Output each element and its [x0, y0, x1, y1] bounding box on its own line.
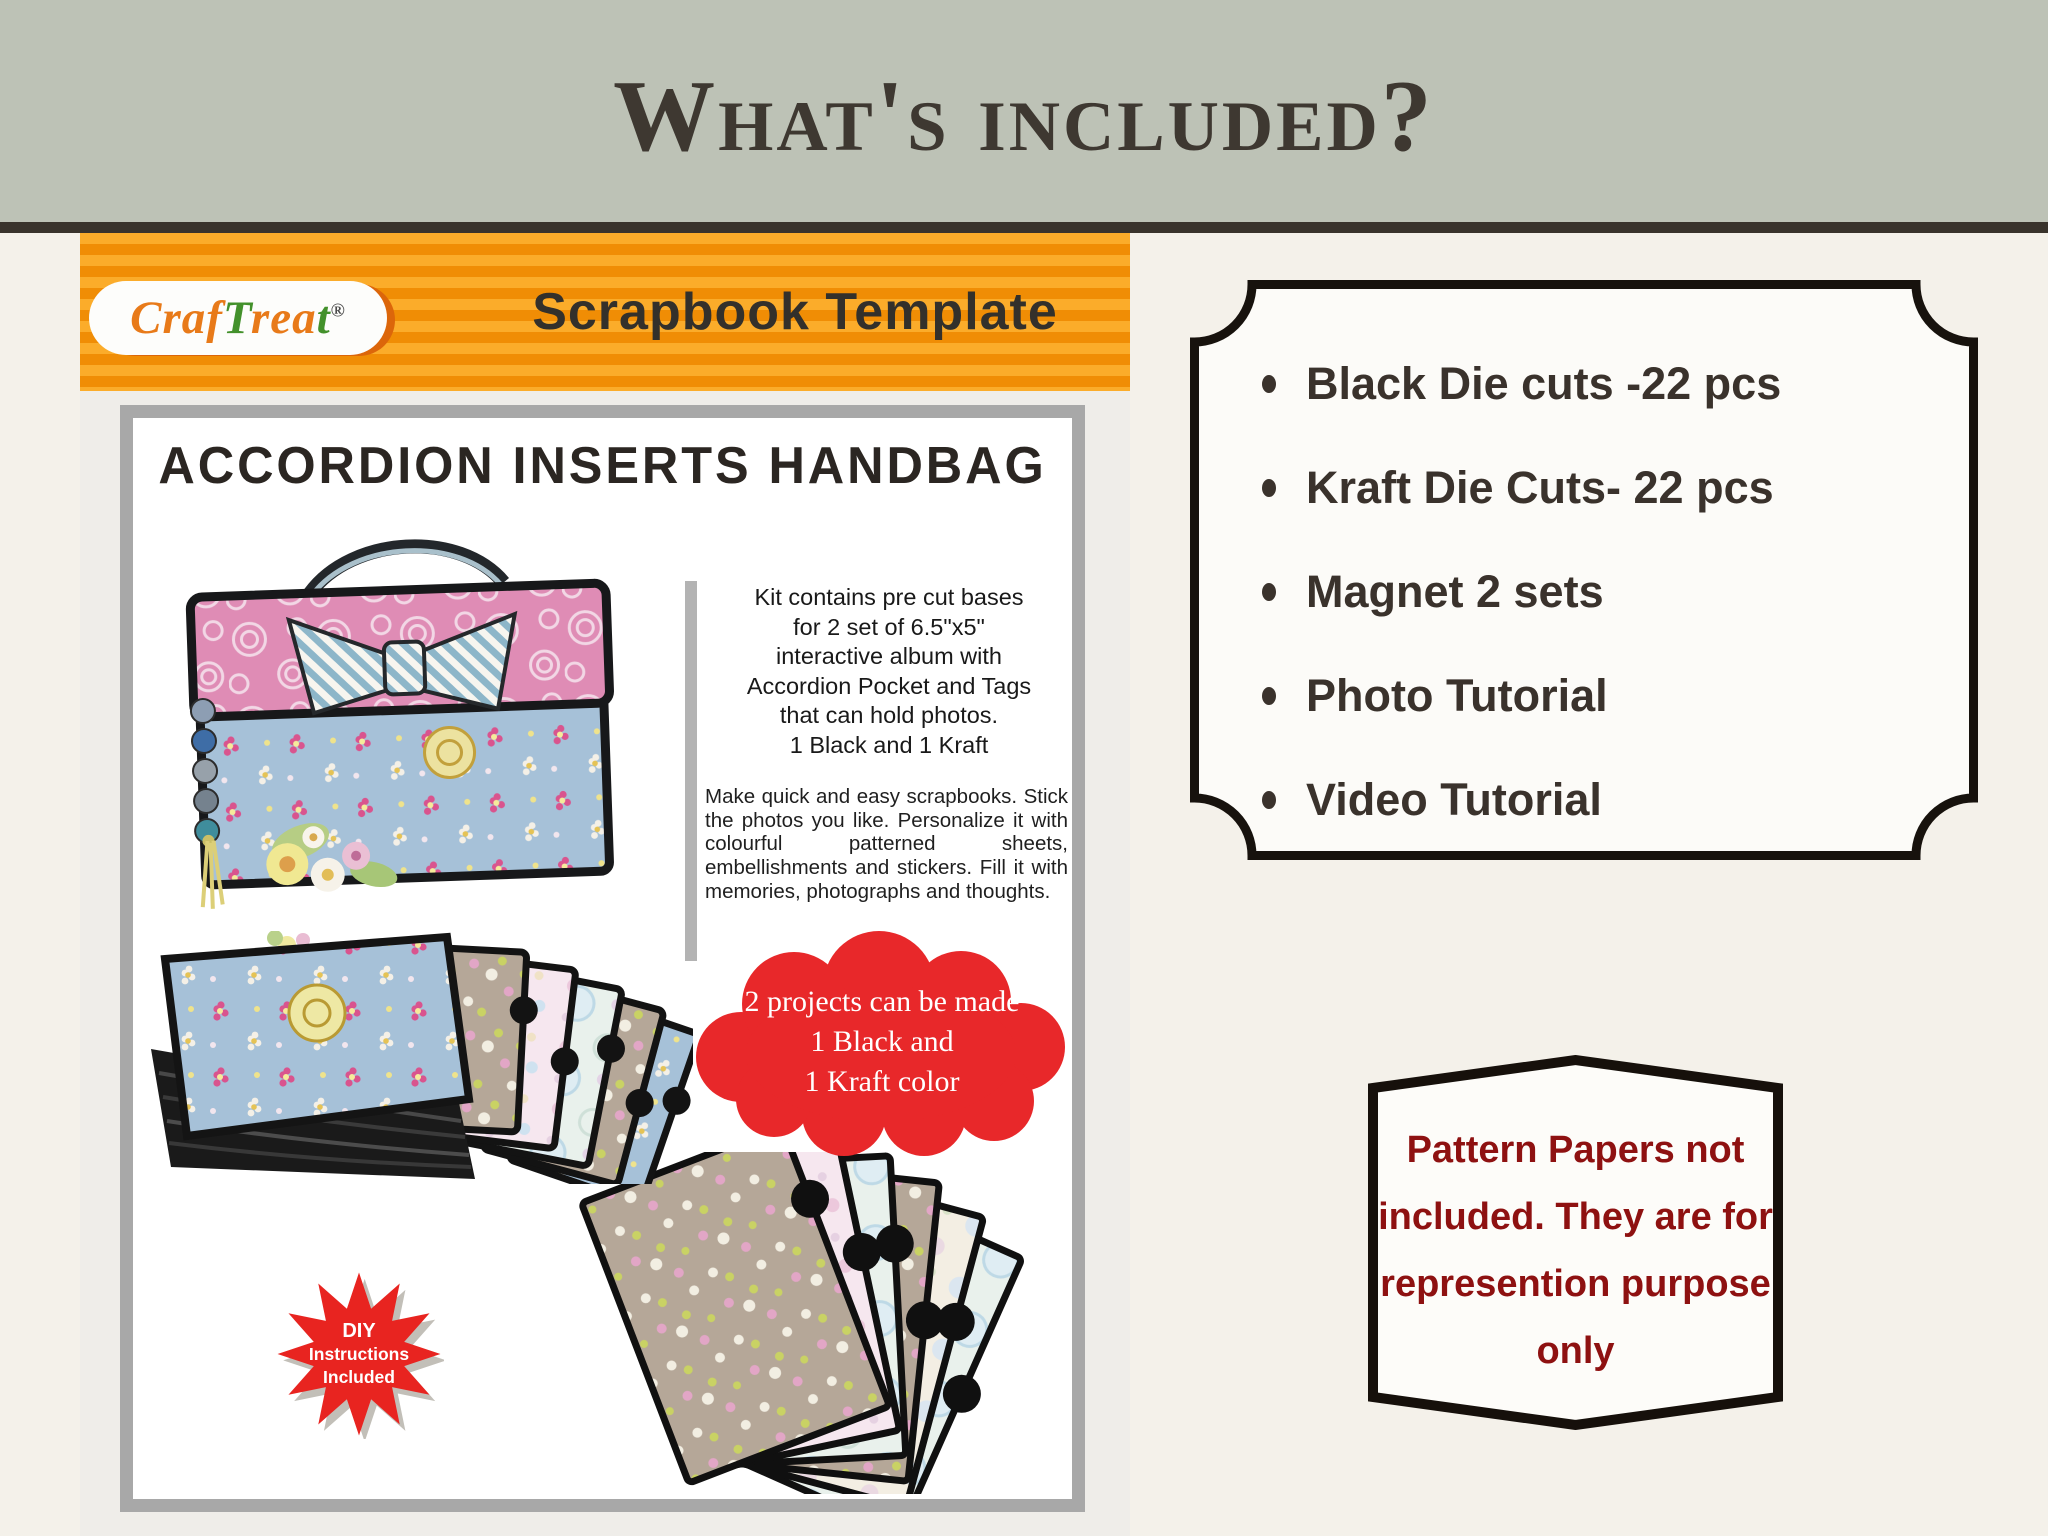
package-frame [120, 405, 1085, 1512]
projects-cloud [689, 929, 1075, 1161]
diy-badge [274, 1269, 444, 1439]
page-title: What's included? [613, 59, 1435, 173]
diy-badge-text [274, 1269, 444, 1439]
kit-line: Accordion Pocket and Tags [746, 672, 1032, 699]
brand-part-1: Craf [130, 292, 223, 344]
brand-part-2: T [222, 292, 251, 344]
marketing-copy: Make quick and easy scrapbooks. Stick the photos you like. Personalize it with colourful patterned sheets, embellishments and stickers. Fill it with memories, photographs and thoughts. [705, 785, 1068, 903]
list-item-label: Video Tutorial [1306, 774, 1602, 825]
included-list [1262, 332, 1781, 852]
banner-rule [0, 222, 2048, 233]
kit-description [709, 583, 1069, 761]
kit-line: 1 Black and 1 Kraft [789, 731, 989, 758]
bullet-icon [1262, 583, 1276, 601]
kit-line: that can hold photos. [779, 702, 999, 729]
brand-name [130, 291, 346, 345]
list-item-label: Kraft Die Cuts- 22 pcs [1306, 462, 1774, 513]
list-item [1262, 332, 1781, 436]
list-item-label: Magnet 2 sets [1306, 566, 1604, 617]
info-divider [685, 581, 697, 961]
list-item-label: Black Die cuts -22 pcs [1306, 358, 1782, 409]
package-header-title: Scrapbook Template [532, 283, 1058, 341]
list-item [1262, 748, 1781, 852]
bullet-icon [1262, 479, 1276, 497]
diy-line: DIY [342, 1319, 376, 1342]
cloud-note [689, 929, 1075, 1161]
cloud-line: 2 projects can be made [744, 985, 1020, 1018]
list-item [1262, 436, 1781, 540]
package-header [80, 233, 1130, 391]
disclaimer-line: Pattern Papers not [1406, 1129, 1745, 1171]
accordion-album-illustration [137, 931, 693, 1184]
bullet-icon [1262, 687, 1276, 705]
list-item-label: Photo Tutorial [1306, 670, 1608, 721]
diy-line: Instructions [308, 1343, 410, 1364]
kit-line: for 2 set of 6.5"x5" [793, 613, 985, 640]
product-title: ACCORDION INSERTS HANDBAG [158, 437, 1047, 495]
brand-part-4: t [316, 292, 331, 344]
bullet-icon [1262, 375, 1276, 393]
brand-logo [89, 281, 387, 355]
diy-line: Included [323, 1366, 395, 1387]
pattern-papers-illustration [562, 1152, 1064, 1494]
kit-line: Kit contains pre cut bases [754, 584, 1024, 610]
handbag-album-illustration [147, 528, 663, 930]
disclaimer-text [1376, 1117, 1775, 1385]
registered-mark: ® [330, 300, 346, 322]
product-package [80, 233, 1130, 1536]
disclaimer-line: represention purpose [1380, 1263, 1771, 1305]
included-box [1190, 280, 1978, 860]
disclaimer-line: included. They are for [1378, 1196, 1773, 1238]
banner [0, 0, 2048, 222]
disclaimer-badge [1368, 1055, 1783, 1430]
list-item [1262, 644, 1781, 748]
cloud-line: 1 Black and [810, 1025, 954, 1058]
bullet-icon [1262, 791, 1276, 809]
disclaimer-line: only [1536, 1330, 1615, 1372]
kit-line: interactive album with [776, 643, 1002, 670]
gold-medallion-icon [424, 727, 476, 779]
list-item [1262, 540, 1781, 644]
cloud-line: 1 Kraft color [804, 1065, 960, 1098]
album-cover [165, 931, 469, 1136]
brand-part-3: rea [250, 292, 317, 344]
